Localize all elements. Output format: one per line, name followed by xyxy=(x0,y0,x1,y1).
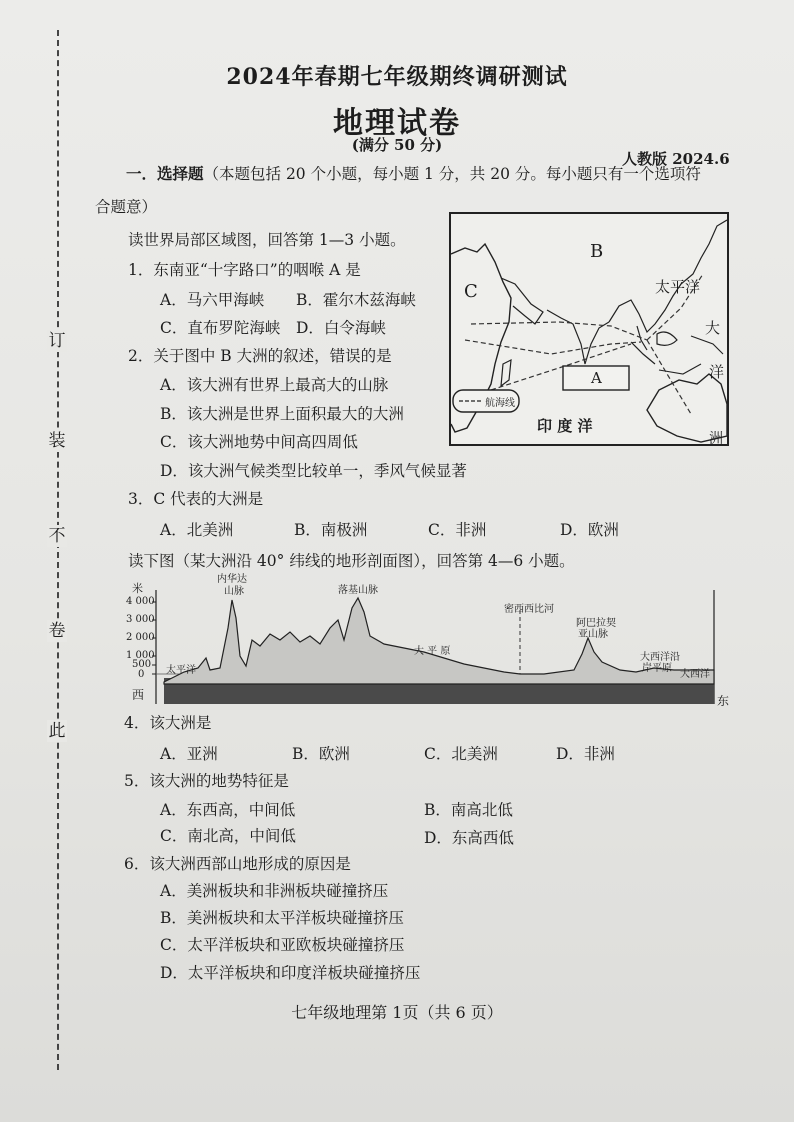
q1-option-c: C．直布罗陀海峡 xyxy=(160,319,281,337)
profile-label-nevada-1: 内华达 xyxy=(217,574,247,585)
profile-y-0: 0 xyxy=(138,669,145,680)
map-pacific-1: 太 xyxy=(655,278,671,296)
map-label-pacific xyxy=(655,276,700,297)
q2-option-d: D．该大洲气候类型比较单一，季风气候显著 xyxy=(160,462,467,480)
q5-stem: 5．该大洲的地势特征是 xyxy=(124,772,289,790)
section-instruction-line2: 合题意） xyxy=(95,198,158,216)
profile-label-plain: 大 平 原 xyxy=(414,646,451,657)
map-label-a: A xyxy=(591,369,602,387)
map-borneo xyxy=(657,332,677,345)
q1-option-d: D．白令海峡 xyxy=(296,319,386,337)
map-pacific-3: 洋 xyxy=(685,278,701,296)
exam-edition: 人教版 2024.6 xyxy=(622,150,730,168)
q2-option-a: A．该大洲有世界上最高大的山脉 xyxy=(160,376,389,394)
profile-y-500: 500 xyxy=(132,659,152,670)
profile-y-2000: 2 000 xyxy=(126,632,155,643)
profile-y-3000: 3 000 xyxy=(126,614,155,625)
exam-score: (满分 50 分) xyxy=(351,136,443,154)
map-label-yang: 洋 xyxy=(709,363,725,381)
terrain-profile xyxy=(124,574,730,710)
profile-label-pacific: 太平洋 xyxy=(166,665,196,676)
q6-option-b: B．美洲板块和太平洋板块碰撞挤压 xyxy=(160,909,404,927)
profile-y-1000: 1 000 xyxy=(126,650,155,661)
exam-title: 2024年春期七年级期终调研测试 xyxy=(226,64,568,90)
exam-subject: 地理试卷 xyxy=(333,106,461,141)
q2-option-b: B．该大洲是世界上面积最大的大洲 xyxy=(160,405,404,423)
profile-label-coastal-2: 岸平原 xyxy=(642,663,672,674)
q3-option-c: C．非洲 xyxy=(428,521,487,539)
map-route-1 xyxy=(471,322,647,340)
profile-label-mississippi: 密西西比河 xyxy=(504,604,554,615)
q6-option-c: C．太平洋板块和亚欧板块碰撞挤压 xyxy=(160,936,405,954)
profile-west: 西 xyxy=(132,688,145,702)
profile-unit: 米 xyxy=(132,582,143,595)
map-route-2 xyxy=(465,340,641,354)
map-label-b: B xyxy=(590,241,604,262)
map-route-5 xyxy=(647,340,691,414)
q5-option-a: A．东西高，中间低 xyxy=(160,801,296,819)
section-heading: 一．选择题 xyxy=(126,164,204,183)
q4-option-a: A．亚洲 xyxy=(160,745,218,763)
q1-stem: 1．东南亚“十字路口”的咽喉 A 是 xyxy=(128,261,361,279)
map-pacific-2: 平 xyxy=(670,278,686,296)
map-label-indian-ocean: 印 度 洋 xyxy=(537,417,593,435)
world-region-map xyxy=(449,212,729,446)
binding-char-2: 卷 xyxy=(48,621,66,641)
map-label-zhou: 洲 xyxy=(709,431,723,446)
q3-option-d: D．欧洲 xyxy=(560,521,619,539)
map-new-guinea xyxy=(691,336,723,354)
profile-east: 东 xyxy=(717,694,730,708)
q6-option-d: D．太平洋板块和印度洋板块碰撞挤压 xyxy=(160,964,421,982)
binding-char-3: 不 xyxy=(48,526,66,546)
binding-char-4: 装 xyxy=(48,431,66,451)
q5-option-b: B．南高北低 xyxy=(424,801,513,819)
map-svg xyxy=(451,214,727,444)
q5-option-c: C．南北高，中间低 xyxy=(160,827,296,845)
map-legend-label: 航海线 xyxy=(485,398,515,409)
profile-label-nevada-2: 山脉 xyxy=(224,586,244,597)
q3-stem: 3．C 代表的大洲是 xyxy=(128,490,264,508)
q4-stem: 4．该大洲是 xyxy=(124,714,212,732)
q4-option-c: C．北美洲 xyxy=(424,745,498,763)
q3-option-b: B．南极洲 xyxy=(294,521,368,539)
group1-intro: 读世界局部区域图，回答第 1—3 小题。 xyxy=(128,231,406,249)
q2-stem: 2．关于图中 B 大洲的叙述，错误的是 xyxy=(128,347,392,365)
q6-stem: 6．该大洲西部山地形成的原因是 xyxy=(124,855,351,873)
profile-label-appalachian-2: 亚山脉 xyxy=(578,629,608,640)
profile-label-coastal-1: 大西洋沿 xyxy=(640,652,680,663)
q4-option-b: B．欧洲 xyxy=(292,745,350,763)
map-label-c: C xyxy=(464,281,478,302)
map-label-da: 大 xyxy=(705,319,721,337)
group2-intro: 读下图（某大洲沿 40° 纬线的地形剖面图），回答第 4—6 小题。 xyxy=(128,552,575,570)
profile-label-appalachian-1: 阿巴拉契 xyxy=(576,618,616,629)
map-sumatra xyxy=(631,342,655,364)
q4-option-d: D．非洲 xyxy=(556,745,615,763)
section-instruction xyxy=(126,162,701,184)
map-india-coast xyxy=(547,310,609,364)
profile-terrain xyxy=(164,598,714,684)
profile-label-rocky: 落基山脉 xyxy=(338,585,378,596)
section-instruction-line1: （本题包括 20 个小题，每小题 1 分，共 20 分。每小题只有一个选项符 xyxy=(203,165,701,183)
binding-char-5: 订 xyxy=(48,331,66,351)
q2-option-c: C．该大洲地势中间高四周低 xyxy=(160,433,358,451)
q6-option-a: A．美洲板块和非洲板块碰撞挤压 xyxy=(160,882,389,900)
profile-y-4000: 4 000 xyxy=(126,596,155,607)
map-java xyxy=(659,364,701,374)
q3-option-a: A．北美洲 xyxy=(160,521,234,539)
binding-dashed-line xyxy=(57,30,59,1070)
map-arabia-coast xyxy=(501,278,543,324)
map-madagascar xyxy=(501,360,511,386)
profile-label-atlantic: 大西洋 xyxy=(680,669,710,680)
q5-option-d: D．东高西低 xyxy=(424,829,514,847)
page-footer: 七年级地理第 1页（共 6 页） xyxy=(291,1003,503,1022)
binding-char-1: 此 xyxy=(48,721,66,741)
q1-option-a: A．马六甲海峡 xyxy=(160,291,265,309)
q1-option-b: B．霍尔木兹海峡 xyxy=(296,291,416,309)
